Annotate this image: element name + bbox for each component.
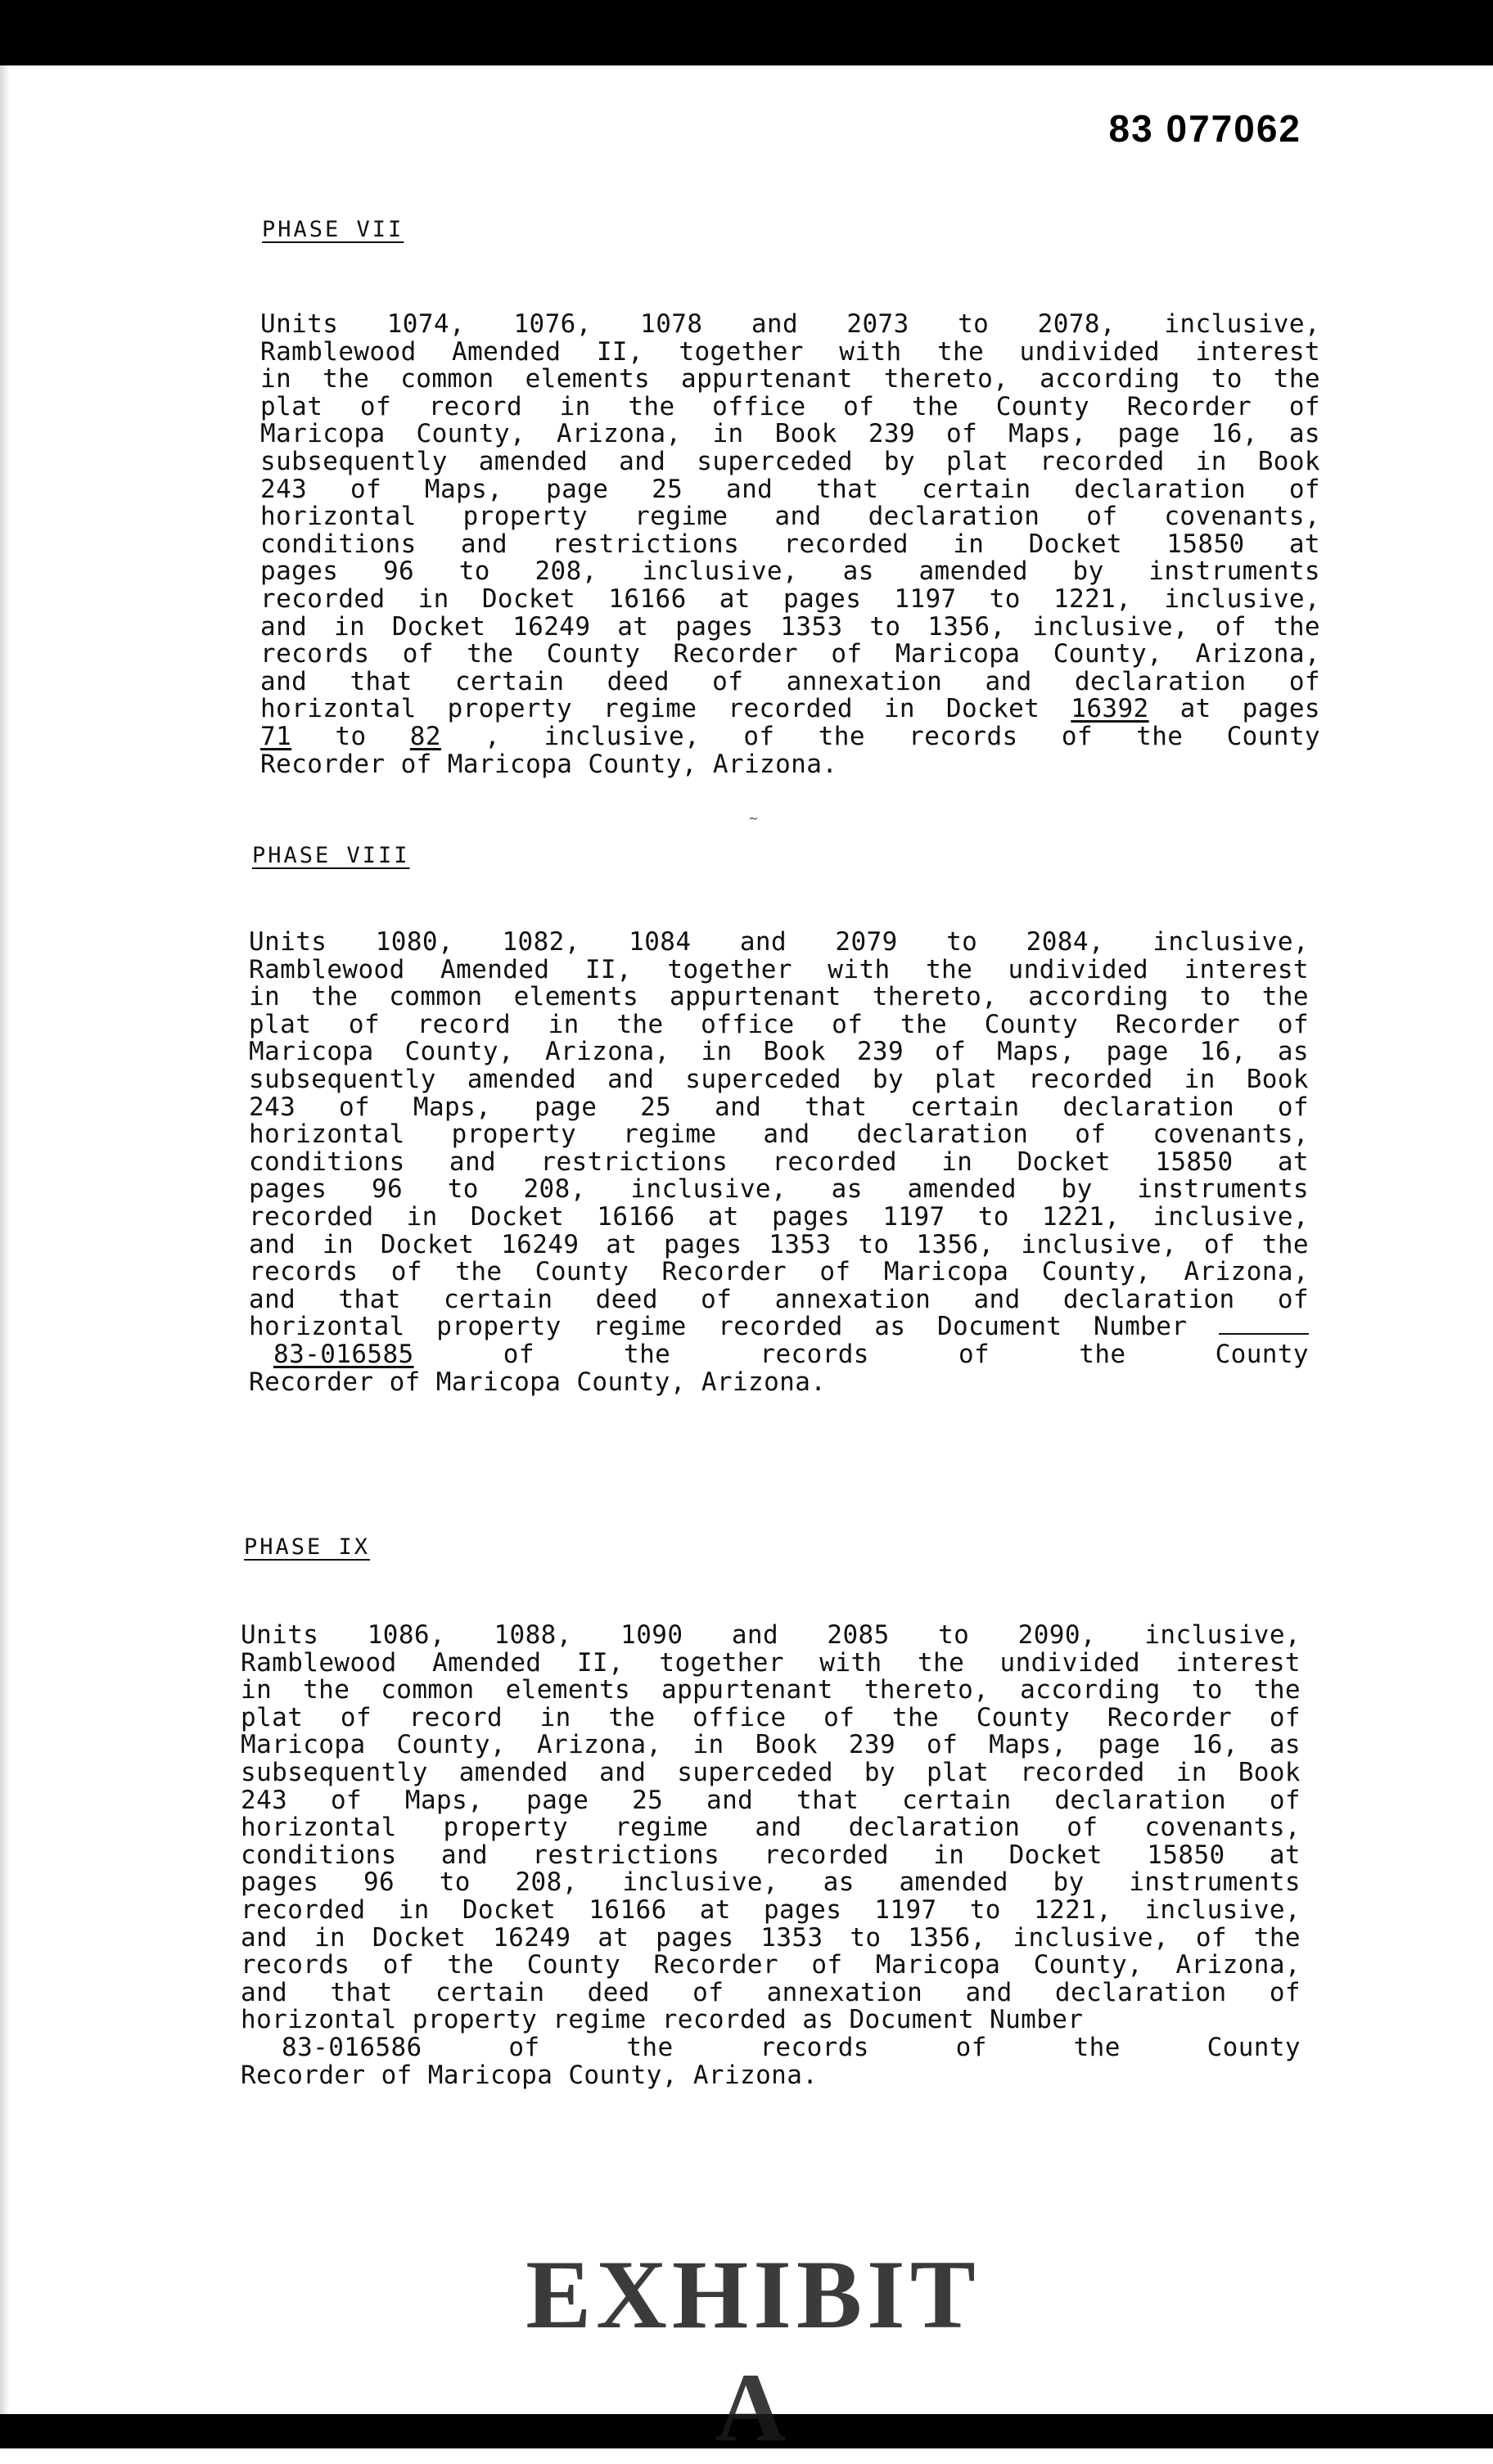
text-line: in the common elements appurtenant thereto, according to the [249, 984, 1309, 1011]
text-line: Units 1074, 1076, 1078 and 2073 to 2078, inclusive, [260, 311, 1320, 339]
phase-vii-heading: PHASE VII [262, 217, 404, 242]
text-line: Ramblewood Amended II, together with the undivided interest [241, 1649, 1301, 1678]
text-line: plat of record in the office of the County Recorder of [241, 1704, 1301, 1732]
text-line-final: Recorder of Maricopa County, Arizona. [241, 2061, 819, 2090]
text-line: horizontal property regime and declaration of covenants, [260, 503, 1320, 531]
text-line: 243 of Maps, page 25 and that certain declaration of [249, 1093, 1309, 1122]
text-line: subsequently amended and superceded by plat recorded in Book [249, 1065, 1309, 1094]
text-line: Units 1086, 1088, 1090 and 2085 to 2090, inclusive, [241, 1622, 1301, 1650]
text-line: Ramblewood Amended II, together with the undivided interest [260, 338, 1320, 367]
scan-border-top [0, 0, 1493, 65]
text-line: recorded in Docket 16166 at pages 1197 to 1221, inclusive, [260, 585, 1320, 614]
page-to: 82 [409, 723, 441, 751]
document-number: 83-016586 [282, 2034, 422, 2062]
text-line: subsequently amended and superceded by plat recorded in Book [241, 1759, 1301, 1787]
text-line-document [241, 2007, 1301, 2034]
text-line: and in Docket 16249 at pages 1353 to 1356, inclusive, of the [260, 613, 1320, 642]
text-line: and that certain deed of annexation and declaration of [249, 1286, 1309, 1314]
document-prefix: horizontal property regime recorded as Document Number [249, 1313, 1188, 1341]
text-line: records of the County Recorder of Maricopa County, Arizona, [260, 641, 1320, 669]
text-line-docket [260, 696, 1320, 723]
text-line: in the common elements appurtenant thereto, according to the [241, 1677, 1301, 1705]
phase-ix-description [241, 1622, 1301, 2089]
pages-suffix: , inclusive, of the records of the County [485, 723, 1320, 751]
document-suffix: of the records of the County [508, 2034, 1301, 2062]
docket-number: 16392 [1071, 696, 1149, 723]
exhibit-stamp: EXHIBIT A [525, 2240, 981, 2462]
text-line: recorded in Docket 16166 at pages 1197 to 1221, inclusive, [249, 1203, 1309, 1232]
phase-ix-heading: PHASE IX [244, 1534, 371, 1560]
docket-prefix: horizontal property regime recorded in Docket [260, 696, 1040, 723]
text-line: subsequently amended and superceded by plat recorded in Book [260, 448, 1320, 476]
phase-vii-description [260, 311, 1320, 778]
text-line: conditions and restrictions recorded in Docket 15850 at [249, 1148, 1309, 1177]
recording-number: 83 077062 [1108, 107, 1301, 150]
text-line-document-number [241, 2034, 1301, 2062]
text-line: Maricopa County, Arizona, in Book 239 of Maps, page 16, as [249, 1038, 1309, 1066]
scan-border-left [0, 65, 10, 2414]
phase-viii-heading: PHASE VIII [252, 843, 410, 868]
text-line: pages 96 to 208, inclusive, as amended by instruments [260, 558, 1320, 586]
text-line: Maricopa County, Arizona, in Book 239 of Maps, page 16, as [241, 1732, 1301, 1759]
text-line: and in Docket 16249 at pages 1353 to 1356, inclusive, of the [241, 1924, 1301, 1953]
text-line-pages [260, 723, 1320, 751]
phase-viii-description [249, 929, 1309, 1396]
text-line: pages 96 to 208, inclusive, as amended by instruments [241, 1869, 1301, 1897]
text-line: Maricopa County, Arizona, in Book 239 of Maps, page 16, as [260, 421, 1320, 448]
text-line: conditions and restrictions recorded in Docket 15850 at [260, 530, 1320, 559]
text-line: conditions and restrictions recorded in Docket 15850 at [241, 1841, 1301, 1870]
text-line: Ramblewood Amended II, together with the undivided interest [249, 956, 1309, 984]
text-line: 243 of Maps, page 25 and that certain declaration of [241, 1786, 1301, 1815]
text-line-document [249, 1313, 1309, 1341]
text-line: plat of record in the office of the County Recorder of [249, 1011, 1309, 1039]
text-line: and that certain deed of annexation and declaration of [241, 1979, 1301, 2007]
text-line: horizontal property regime and declaration of covenants, [241, 1814, 1301, 1842]
text-line: records of the County Recorder of Maricopa County, Arizona, [249, 1259, 1309, 1286]
text-line: horizontal property regime and declaration of covenants, [249, 1121, 1309, 1149]
text-line: and in Docket 16249 at pages 1353 to 1356, inclusive, of the [249, 1231, 1309, 1259]
text-line: and that certain deed of annexation and declaration of [260, 668, 1320, 696]
page-to-word: to [335, 723, 367, 751]
text-line: Units 1080, 1082, 1084 and 2079 to 2084, inclusive, [249, 929, 1309, 957]
text-line: plat of record in the office of the County Recorder of [260, 393, 1320, 421]
text-line: pages 96 to 208, inclusive, as amended by instruments [249, 1176, 1309, 1204]
page-from: 71 [260, 723, 292, 751]
blank-rule [1219, 1333, 1309, 1335]
text-line-document-number [249, 1341, 1309, 1369]
document-prefix: horizontal property regime recorded as Document Number [241, 2007, 1084, 2034]
text-line: 243 of Maps, page 25 and that certain declaration of [260, 475, 1320, 504]
text-line: recorded in Docket 16166 at pages 1197 to 1221, inclusive, [241, 1896, 1301, 1925]
text-line: records of the County Recorder of Maricopa County, Arizona, [241, 1952, 1301, 1980]
text-line-final: Recorder of Maricopa County, Arizona. [260, 750, 838, 779]
docket-suffix: at pages [1180, 696, 1320, 723]
document-suffix: of the records of the County [503, 1340, 1309, 1369]
scan-speck: ~ [749, 810, 758, 827]
text-line-final: Recorder of Maricopa County, Arizona. [249, 1368, 827, 1397]
text-line: in the common elements appurtenant thereto, according to the [260, 366, 1320, 394]
document-number: 83-016585 [273, 1340, 414, 1369]
